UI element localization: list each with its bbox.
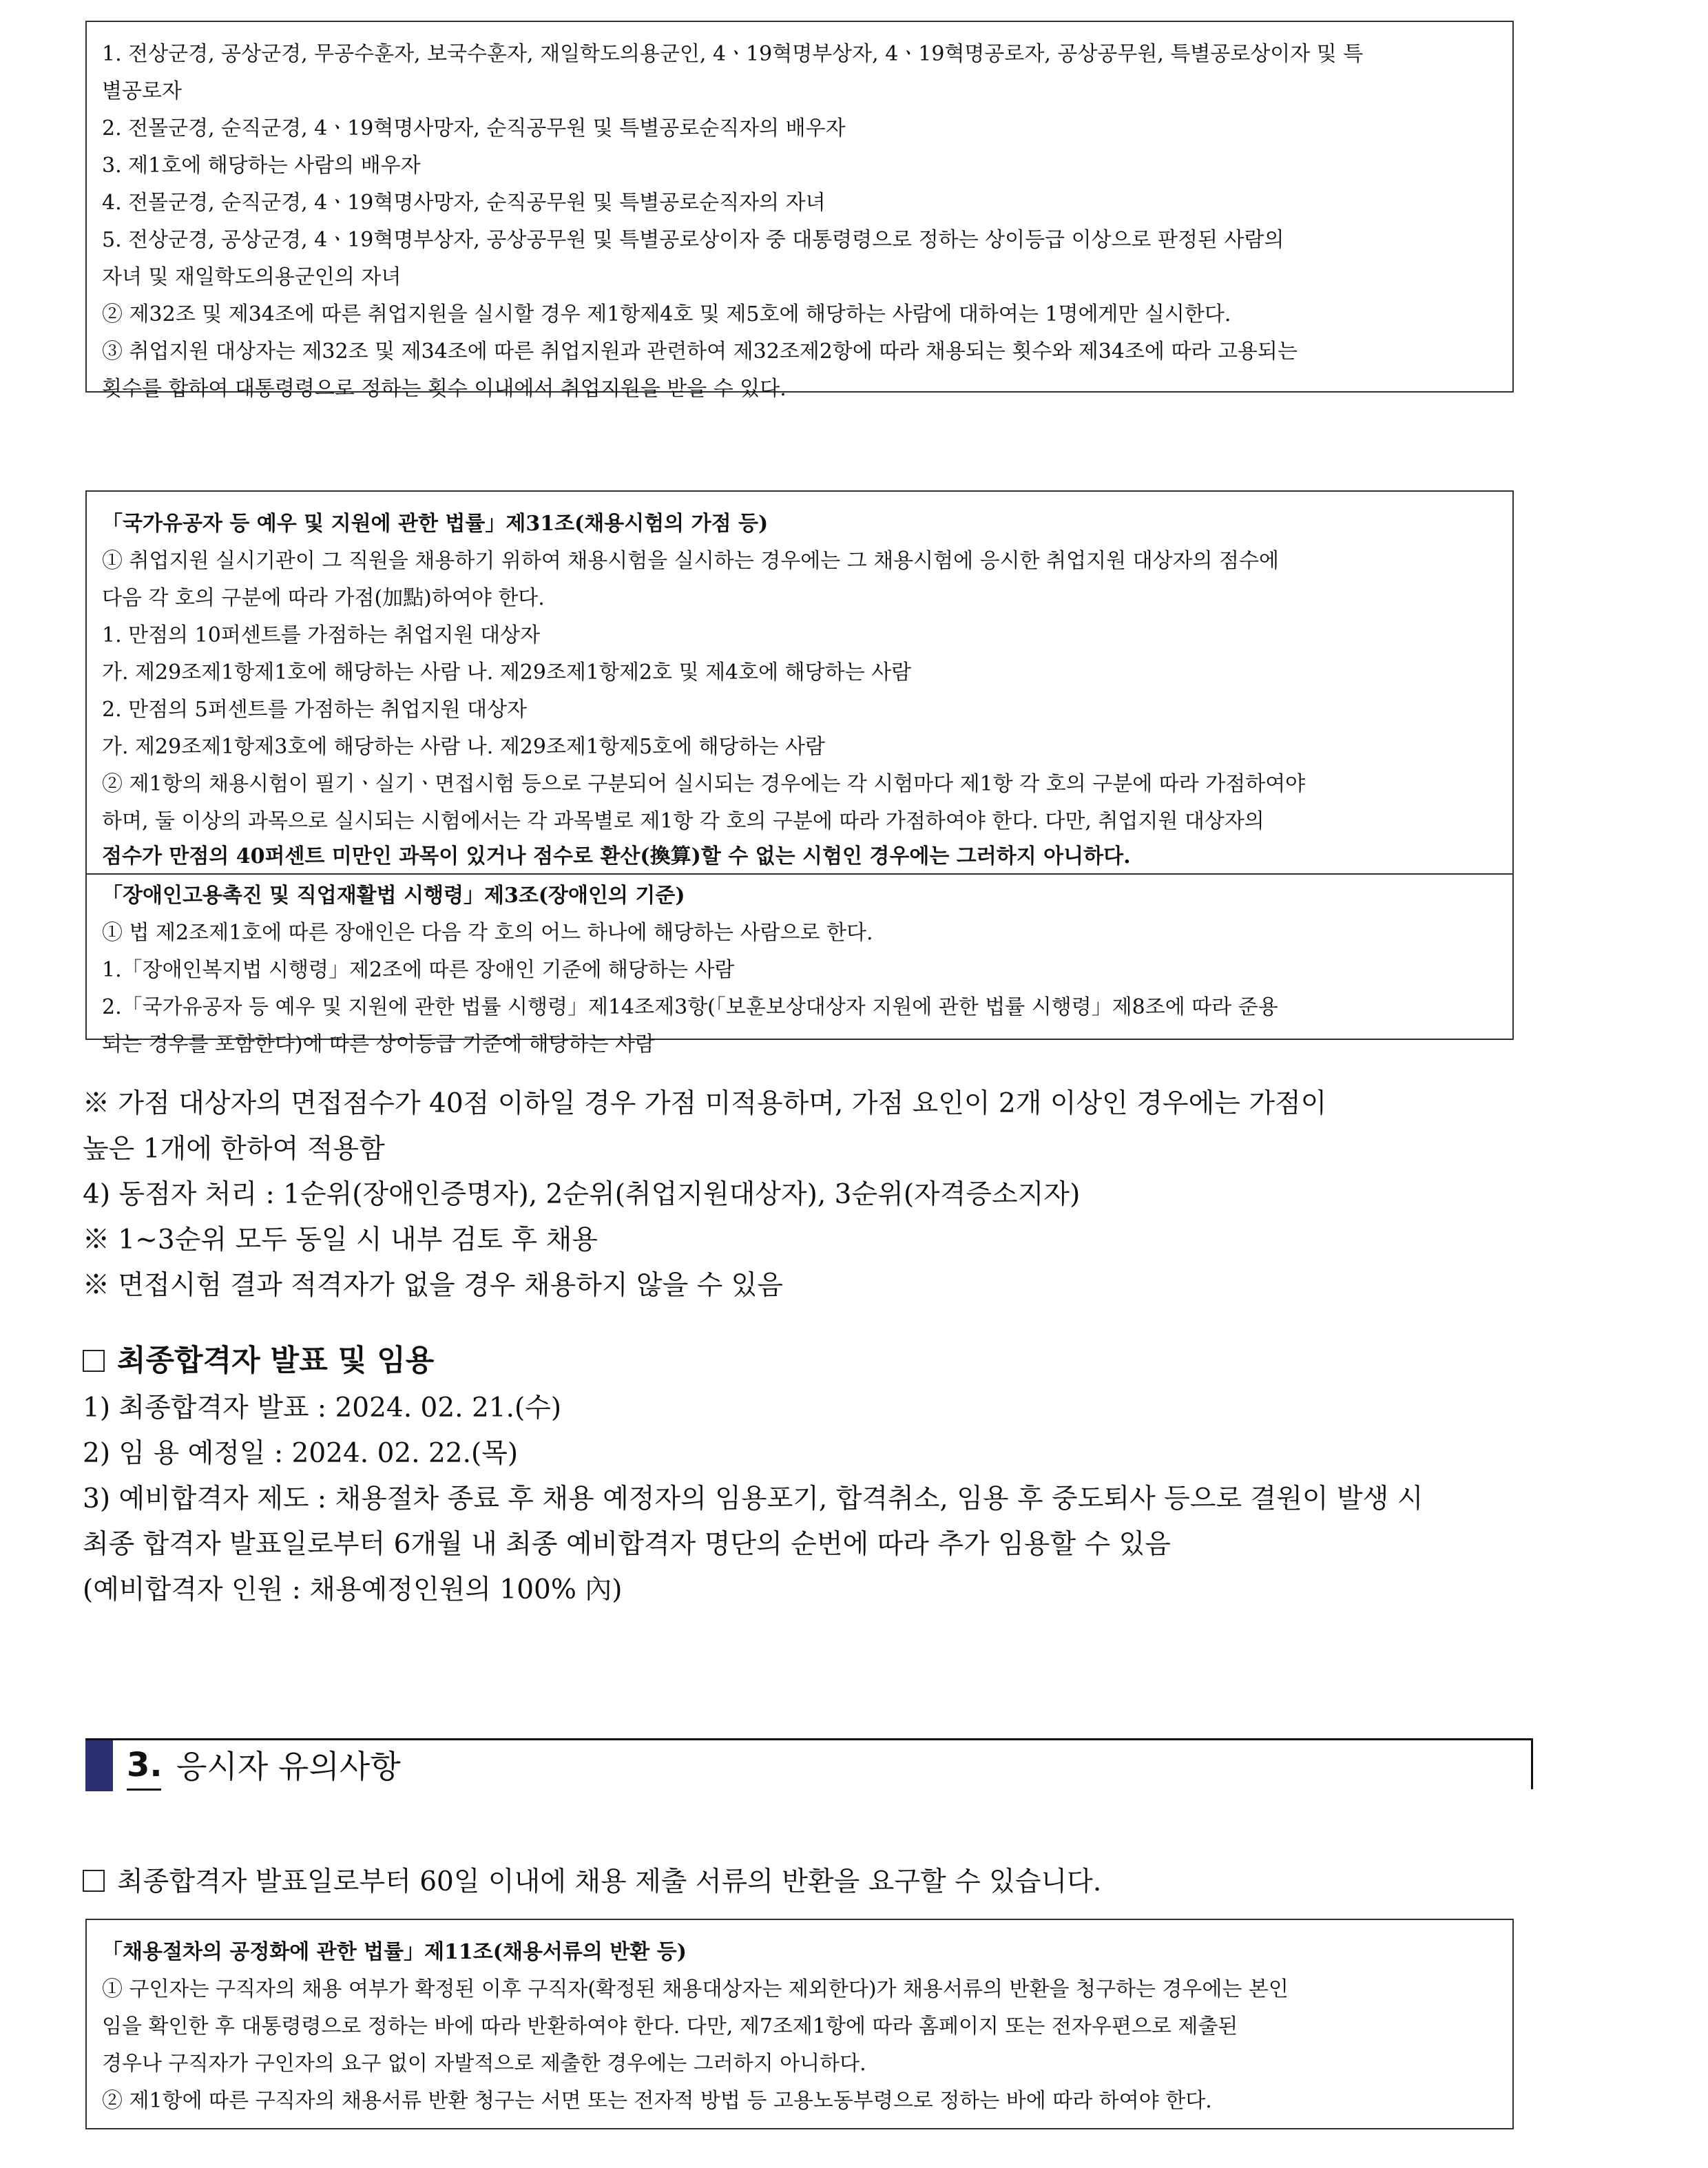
box3-title: 「장애인고용촉진 및 직업재활법 시행령」제3조(장애인의 기준)	[102, 884, 685, 908]
box4-line: 경우나 구직자가 구인자의 요구 없이 자발적으로 제출한 경우에는 그러하지 아니하다.	[102, 2052, 866, 2076]
box2-line: ① 취업지원 실시기관이 그 직원을 채용하기 위하여 채용시험을 실시하는 경우에는 그 채용시험에 응시한 취업지원 대상자의 점수에	[102, 549, 1279, 573]
box3-line: ① 법 제2조제1호에 따른 장애인은 다음 각 호의 어느 하나에 해당하는 사람으로 한다.	[102, 921, 873, 945]
note-line: ※ 1~3순위 모두 동일 시 내부 검토 후 채용	[83, 1224, 598, 1255]
box1-line: 별공로자	[102, 79, 182, 103]
box2-line: 다음 각 호의 구분에 따라 가점(加點)하여야 한다.	[102, 586, 545, 610]
checkbox-square-icon	[83, 1870, 105, 1892]
note-line: ※ 가점 대상자의 면접점수가 40점 이하일 경우 가점 미적용하며, 가점 요인이 2개 이상인 경우에는 가점이	[83, 1088, 1327, 1119]
box2-last-line: 점수가 만점의 40퍼센트 미만인 과목이 있거나 점수로 환산(換算)할 수 없는 시험인 경우에는 그러하지 아니하다.	[102, 844, 1131, 868]
final-section	[83, 1336, 1423, 1613]
section-marker-bar	[85, 1740, 113, 1791]
checkbox-square-icon	[83, 1350, 105, 1372]
box3-line: 되는 경우를 포함한다)에 따른 상이등급 기준에 해당하는 사람	[102, 1032, 655, 1056]
law-excerpt-box-bonus-points	[85, 490, 1514, 1056]
box2-line: 가. 제29조제1항제1호에 해당하는 사람 나. 제29조제1항제2호 및 제4호에 해당하는 사람	[102, 660, 912, 685]
section-number: 3.	[127, 1746, 163, 1784]
box3-line: 1.「장애인복지법 시행령」제2조에 따른 장애인 기준에 해당하는 사람	[102, 958, 735, 982]
section-number-underline	[127, 1789, 161, 1791]
final-line: 2) 임 용 예정일 : 2024. 02. 22.(목)	[83, 1438, 519, 1469]
box2-line: 1. 만점의 10퍼센트를 가점하는 취업지원 대상자	[102, 623, 541, 647]
final-heading-text: 최종합격자 발표 및 임용	[117, 1344, 435, 1378]
final-line: 1) 최종합격자 발표 : 2024. 02. 21.(수)	[83, 1393, 562, 1424]
box1-line: 1. 전상군경, 공상군경, 무공수훈자, 보국수훈자, 재일학도의용군인, 4ㆍ19혁명부상자, 4ㆍ19혁명공로자, 공상공무원, 특별공로상이자 및 특	[102, 42, 1364, 66]
box2-line: 2. 만점의 5퍼센트를 가점하는 취업지원 대상자	[102, 698, 528, 722]
box4-line: ② 제1항에 따른 구직자의 채용서류 반환 청구는 서면 또는 전자적 방법 등 고용노동부령으로 정하는 바에 따라 하여야 한다.	[102, 2089, 1212, 2113]
box1-line: 2. 전몰군경, 순직군경, 4ㆍ19혁명사망자, 순직공무원 및 특별공로순직자의 배우자	[102, 116, 846, 140]
final-heading	[83, 1336, 1423, 1386]
return-note-text: 최종합격자 발표일로부터 60일 이내에 채용 제출 서류의 반환을 요구할 수 있습니다.	[117, 1866, 1102, 1897]
section-3-header	[85, 1738, 1533, 1789]
final-line: 3) 예비합격자 제도 : 채용절차 종료 후 채용 예정자의 임용포기, 합격취소, 임용 후 중도퇴사 등으로 결원이 발생 시	[83, 1483, 1424, 1514]
box2-line: 하며, 둘 이상의 과목으로 실시되는 시험에서는 각 과목별로 제1항 각 호의 구분에 따라 가점하여야 한다. 다만, 취업지원 대상자의	[102, 809, 1264, 833]
law-excerpt-box-employment-support	[85, 21, 1514, 401]
final-line: (예비합격자 인원 : 채용예정인원의 100% 內)	[83, 1574, 623, 1605]
box1-line: 4. 전몰군경, 순직군경, 4ㆍ19혁명사망자, 순직공무원 및 특별공로순직자의 자녀	[102, 191, 826, 215]
note-line: ※ 면접시험 결과 적격자가 없을 경우 채용하지 않을 수 있음	[83, 1270, 784, 1301]
note-line: 4) 동점자 처리 : 1순위(장애인증명자), 2순위(취업지원대상자), 3순위(자격증소지자)	[83, 1179, 1081, 1210]
box2-line: 가. 제29조제1항제3호에 해당하는 사람 나. 제29조제1항제5호에 해당하는 사람	[102, 735, 825, 759]
box1-line: ② 제32조 및 제34조에 따른 취업지원을 실시할 경우 제1항제4호 및 제5호에 해당하는 사람에 대하여는 1명에게만 실시한다.	[102, 302, 1231, 326]
notes-block	[83, 1081, 1326, 1309]
box2-title: 「국가유공자 등 예우 및 지원에 관한 법률」제31조(채용시험의 가점 등)	[102, 512, 769, 536]
note-line: 높은 1개에 한하여 적용함	[83, 1134, 385, 1165]
box3-line: 2.「국가유공자 등 예우 및 지원에 관한 법률 시행령」제14조제3항(「보훈보상대상자 지원에 관한 법률 시행령」제8조에 따라 준용	[102, 995, 1278, 1019]
box1-line: ③ 취업지원 대상자는 제32조 및 제34조에 따른 취업지원과 관련하여 제32조제2항에 따라 채용되는 횟수와 제34조에 따라 고용되는	[102, 340, 1298, 364]
box4-title: 「채용절차의 공정화에 관한 법률」제11조(채용서류의 반환 등)	[102, 1940, 687, 1964]
box1-line: 3. 제1호에 해당하는 사람의 배우자	[102, 154, 421, 178]
section-title: 응시자 유의사항	[176, 1748, 401, 1785]
box4-line: ① 구인자는 구직자의 채용 여부가 확정된 이후 구직자(확정된 채용대상자는 제외한다)가 채용서류의 반환을 청구하는 경우에는 본인	[102, 1977, 1289, 2001]
return-note	[83, 1859, 1101, 1905]
box2-line: ② 제1항의 채용시험이 필기ㆍ실기ㆍ면접시험 등으로 구분되어 실시되는 경우에는 각 시험마다 제1항 각 호의 구분에 따라 가점하여야	[102, 772, 1306, 796]
box1-line: 5. 전상군경, 공상군경, 4ㆍ19혁명부상자, 공상공무원 및 특별공로상이자 중 대통령령으로 정하는 상이등급 이상으로 판정된 사람의	[102, 228, 1284, 252]
box-divider	[87, 873, 1512, 875]
box4-line: 임을 확인한 후 대통령령으로 정하는 바에 따라 반환하여야 한다. 다만, 제7조제1항에 따라 홈페이지 또는 전자우편으로 제출된	[102, 2014, 1238, 2039]
law-excerpt-box-document-return	[85, 1919, 1514, 2129]
box1-line: 횟수를 합하여 대통령령으로 정하는 횟수 이내에서 취업지원을 받을 수 있다.	[102, 377, 787, 401]
box1-line: 자녀 및 재일학도의용군인의 자녀	[102, 265, 402, 289]
final-line: 최종 합격자 발표일로부터 6개월 내 최종 예비합격자 명단의 순번에 따라 추가 임용할 수 있음	[83, 1529, 1171, 1560]
